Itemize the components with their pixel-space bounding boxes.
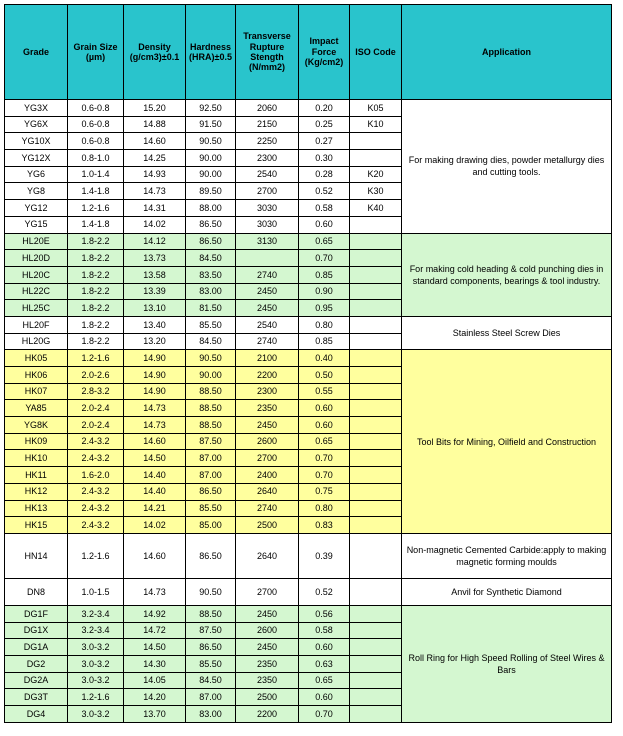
grade-cell: HK09	[5, 433, 68, 450]
density-cell: 14.31	[124, 200, 186, 217]
impact-force-cell: 0.58	[299, 622, 350, 639]
density-cell: 14.73	[124, 417, 186, 434]
trs-cell: 2450	[236, 639, 299, 656]
grade-cell: HL20G	[5, 333, 68, 350]
iso-code-cell	[350, 233, 402, 250]
iso-code-cell: K05	[350, 100, 402, 117]
trs-cell: 2450	[236, 283, 299, 300]
density-cell: 14.60	[124, 133, 186, 150]
density-cell: 14.02	[124, 216, 186, 233]
density-cell: 13.58	[124, 266, 186, 283]
trs-cell: 2450	[236, 300, 299, 317]
iso-code-cell	[350, 605, 402, 622]
grain-size-cell: 3.0-3.2	[68, 672, 124, 689]
trs-cell: 2640	[236, 533, 299, 578]
application-cell: For making drawing dies, powder metallurgy dies and cutting tools.	[402, 100, 612, 234]
iso-code-cell: K40	[350, 200, 402, 217]
iso-code-cell	[350, 383, 402, 400]
grade-cell: HK12	[5, 483, 68, 500]
carbide-grade-table	[4, 4, 612, 723]
grade-cell: HK10	[5, 450, 68, 467]
impact-force-cell: 0.65	[299, 672, 350, 689]
table-row	[5, 605, 612, 622]
density-cell: 14.25	[124, 150, 186, 167]
grain-size-cell: 2.0-2.4	[68, 400, 124, 417]
grade-cell: HL20F	[5, 316, 68, 333]
grade-cell: DG1X	[5, 622, 68, 639]
density-cell: 14.12	[124, 233, 186, 250]
trs-cell: 2740	[236, 333, 299, 350]
table-body	[5, 100, 612, 723]
header-density: Density (g/cm3)±0.1	[124, 5, 186, 100]
iso-code-cell	[350, 483, 402, 500]
table-row	[5, 533, 612, 578]
grade-cell: HK13	[5, 500, 68, 517]
impact-force-cell: 0.55	[299, 383, 350, 400]
grade-cell: HK07	[5, 383, 68, 400]
hardness-cell: 89.50	[186, 183, 236, 200]
trs-cell: 2100	[236, 350, 299, 367]
impact-force-cell: 0.52	[299, 578, 350, 605]
grade-cell: DG2A	[5, 672, 68, 689]
hardness-cell: 90.00	[186, 166, 236, 183]
impact-force-cell: 0.80	[299, 316, 350, 333]
grade-cell: YG6X	[5, 116, 68, 133]
grain-size-cell: 1.2-1.6	[68, 533, 124, 578]
carbide-grade-table-container	[4, 4, 612, 723]
header-grain-size: Grain Size (µm)	[68, 5, 124, 100]
grain-size-cell: 1.0-1.5	[68, 578, 124, 605]
impact-force-cell: 0.70	[299, 706, 350, 723]
impact-force-cell: 0.52	[299, 183, 350, 200]
header-hardness: Hardness (HRA)±0.5	[186, 5, 236, 100]
trs-cell: 2300	[236, 383, 299, 400]
grain-size-cell: 1.4-1.8	[68, 216, 124, 233]
grade-cell: DN8	[5, 578, 68, 605]
grade-cell: HN14	[5, 533, 68, 578]
iso-code-cell	[350, 689, 402, 706]
iso-code-cell	[350, 150, 402, 167]
header-impact-force: Impact Force (Kg/cm2)	[299, 5, 350, 100]
grain-size-cell: 0.8-1.0	[68, 150, 124, 167]
impact-force-cell: 0.85	[299, 266, 350, 283]
hardness-cell: 85.50	[186, 316, 236, 333]
hardness-cell: 90.50	[186, 350, 236, 367]
density-cell: 14.72	[124, 622, 186, 639]
hardness-cell: 90.00	[186, 150, 236, 167]
density-cell: 14.73	[124, 400, 186, 417]
grade-cell: YG12X	[5, 150, 68, 167]
header-row	[5, 5, 612, 100]
grain-size-cell: 1.8-2.2	[68, 300, 124, 317]
grade-cell: YG8	[5, 183, 68, 200]
grade-cell: HL20C	[5, 266, 68, 283]
density-cell: 14.50	[124, 639, 186, 656]
hardness-cell: 88.50	[186, 605, 236, 622]
grade-cell: YG15	[5, 216, 68, 233]
hardness-cell: 83.00	[186, 283, 236, 300]
grain-size-cell: 1.8-2.2	[68, 333, 124, 350]
hardness-cell: 84.50	[186, 333, 236, 350]
hardness-cell: 86.50	[186, 216, 236, 233]
table-row	[5, 578, 612, 605]
impact-force-cell: 0.65	[299, 233, 350, 250]
header-iso-code: ISO Code	[350, 5, 402, 100]
impact-force-cell: 0.56	[299, 605, 350, 622]
trs-cell: 3030	[236, 216, 299, 233]
application-cell: Stainless Steel Screw Dies	[402, 316, 612, 349]
grain-size-cell: 1.8-2.2	[68, 316, 124, 333]
grade-cell: HL20D	[5, 250, 68, 267]
iso-code-cell	[350, 517, 402, 534]
trs-cell: 2250	[236, 133, 299, 150]
density-cell: 14.30	[124, 655, 186, 672]
density-cell: 14.05	[124, 672, 186, 689]
header-application: Application	[402, 5, 612, 100]
grade-cell: HK06	[5, 367, 68, 384]
density-cell: 14.90	[124, 383, 186, 400]
trs-cell: 3030	[236, 200, 299, 217]
density-cell: 14.90	[124, 367, 186, 384]
hardness-cell: 87.50	[186, 433, 236, 450]
hardness-cell: 88.00	[186, 200, 236, 217]
impact-force-cell: 0.80	[299, 500, 350, 517]
iso-code-cell	[350, 300, 402, 317]
hardness-cell: 90.00	[186, 367, 236, 384]
application-cell: For making cold heading & cold punching dies in standard components, bearings & tool industry.	[402, 233, 612, 316]
iso-code-cell	[350, 333, 402, 350]
grade-cell: YG8K	[5, 417, 68, 434]
grade-cell: DG2	[5, 655, 68, 672]
hardness-cell: 85.50	[186, 655, 236, 672]
hardness-cell: 88.50	[186, 400, 236, 417]
iso-code-cell	[350, 350, 402, 367]
table-row	[5, 350, 612, 367]
density-cell: 14.20	[124, 689, 186, 706]
impact-force-cell: 0.58	[299, 200, 350, 217]
hardness-cell: 85.50	[186, 500, 236, 517]
iso-code-cell	[350, 417, 402, 434]
density-cell: 13.73	[124, 250, 186, 267]
density-cell: 14.02	[124, 517, 186, 534]
density-cell: 14.73	[124, 578, 186, 605]
impact-force-cell: 0.70	[299, 450, 350, 467]
trs-cell: 2600	[236, 622, 299, 639]
impact-force-cell: 0.60	[299, 216, 350, 233]
trs-cell: 2350	[236, 655, 299, 672]
impact-force-cell: 0.85	[299, 333, 350, 350]
application-cell: Tool Bits for Mining, Oilfield and Construction	[402, 350, 612, 534]
header-grade: Grade	[5, 5, 68, 100]
iso-code-cell	[350, 266, 402, 283]
density-cell: 13.40	[124, 316, 186, 333]
grade-cell: YG12	[5, 200, 68, 217]
grain-size-cell: 1.8-2.2	[68, 266, 124, 283]
hardness-cell: 92.50	[186, 100, 236, 117]
trs-cell: 2350	[236, 672, 299, 689]
impact-force-cell: 0.60	[299, 639, 350, 656]
trs-cell: 2500	[236, 517, 299, 534]
grain-size-cell: 1.8-2.2	[68, 250, 124, 267]
hardness-cell: 86.50	[186, 483, 236, 500]
grade-cell: HK15	[5, 517, 68, 534]
trs-cell: 2350	[236, 400, 299, 417]
impact-force-cell: 0.70	[299, 250, 350, 267]
grade-cell: DG1F	[5, 605, 68, 622]
header-transverse-rupture-strength: Transverse Rupture Stength (N/mm2)	[236, 5, 299, 100]
hardness-cell: 84.50	[186, 672, 236, 689]
hardness-cell: 86.50	[186, 233, 236, 250]
application-cell: Non-magnetic Cemented Carbide:apply to making magnetic forming moulds	[402, 533, 612, 578]
iso-code-cell	[350, 672, 402, 689]
trs-cell: 2060	[236, 100, 299, 117]
grain-size-cell: 1.0-1.4	[68, 166, 124, 183]
trs-cell: 2300	[236, 150, 299, 167]
density-cell: 14.60	[124, 533, 186, 578]
hardness-cell: 84.50	[186, 250, 236, 267]
hardness-cell: 87.00	[186, 689, 236, 706]
iso-code-cell	[350, 400, 402, 417]
impact-force-cell: 0.20	[299, 100, 350, 117]
density-cell: 14.93	[124, 166, 186, 183]
impact-force-cell: 0.60	[299, 417, 350, 434]
density-cell: 14.60	[124, 433, 186, 450]
impact-force-cell: 0.70	[299, 467, 350, 484]
trs-cell: 3130	[236, 233, 299, 250]
impact-force-cell: 0.50	[299, 367, 350, 384]
grain-size-cell: 3.0-3.2	[68, 655, 124, 672]
trs-cell: 2740	[236, 266, 299, 283]
hardness-cell: 90.50	[186, 133, 236, 150]
grain-size-cell: 2.4-3.2	[68, 450, 124, 467]
grade-cell: HK11	[5, 467, 68, 484]
impact-force-cell: 0.63	[299, 655, 350, 672]
impact-force-cell: 0.30	[299, 150, 350, 167]
iso-code-cell	[350, 216, 402, 233]
grain-size-cell: 1.6-2.0	[68, 467, 124, 484]
trs-cell: 2540	[236, 166, 299, 183]
impact-force-cell: 0.28	[299, 166, 350, 183]
application-cell: Anvil for Synthetic Diamond	[402, 578, 612, 605]
iso-code-cell: K20	[350, 166, 402, 183]
grade-cell: YA85	[5, 400, 68, 417]
hardness-cell: 87.00	[186, 467, 236, 484]
trs-cell: 2200	[236, 367, 299, 384]
grain-size-cell: 3.0-3.2	[68, 706, 124, 723]
grade-cell: YG6	[5, 166, 68, 183]
hardness-cell: 81.50	[186, 300, 236, 317]
trs-cell: 2600	[236, 433, 299, 450]
trs-cell: 2700	[236, 450, 299, 467]
grade-cell: YG10X	[5, 133, 68, 150]
grain-size-cell: 1.2-1.6	[68, 200, 124, 217]
iso-code-cell: K10	[350, 116, 402, 133]
grain-size-cell: 0.6-0.8	[68, 100, 124, 117]
trs-cell: 2500	[236, 689, 299, 706]
iso-code-cell	[350, 639, 402, 656]
trs-cell: 2540	[236, 316, 299, 333]
table-row	[5, 100, 612, 117]
grain-size-cell: 1.2-1.6	[68, 350, 124, 367]
trs-cell: 2700	[236, 578, 299, 605]
hardness-cell: 90.50	[186, 578, 236, 605]
impact-force-cell: 0.90	[299, 283, 350, 300]
hardness-cell: 86.50	[186, 639, 236, 656]
density-cell: 14.92	[124, 605, 186, 622]
density-cell: 13.20	[124, 333, 186, 350]
grain-size-cell: 1.8-2.2	[68, 283, 124, 300]
density-cell: 14.90	[124, 350, 186, 367]
trs-cell: 2400	[236, 467, 299, 484]
impact-force-cell: 0.27	[299, 133, 350, 150]
impact-force-cell: 0.39	[299, 533, 350, 578]
density-cell: 15.20	[124, 100, 186, 117]
density-cell: 14.21	[124, 500, 186, 517]
trs-cell: 2640	[236, 483, 299, 500]
iso-code-cell	[350, 706, 402, 723]
grain-size-cell: 2.4-3.2	[68, 500, 124, 517]
grade-cell: DG1A	[5, 639, 68, 656]
trs-cell: 2450	[236, 417, 299, 434]
iso-code-cell	[350, 367, 402, 384]
impact-force-cell: 0.60	[299, 400, 350, 417]
grain-size-cell: 3.2-3.4	[68, 622, 124, 639]
density-cell: 13.70	[124, 706, 186, 723]
grain-size-cell: 2.4-3.2	[68, 517, 124, 534]
density-cell: 13.39	[124, 283, 186, 300]
trs-cell: 2200	[236, 706, 299, 723]
trs-cell: 2450	[236, 605, 299, 622]
iso-code-cell	[350, 578, 402, 605]
hardness-cell: 83.50	[186, 266, 236, 283]
impact-force-cell: 0.95	[299, 300, 350, 317]
iso-code-cell	[350, 500, 402, 517]
hardness-cell: 88.50	[186, 383, 236, 400]
iso-code-cell	[350, 316, 402, 333]
iso-code-cell	[350, 133, 402, 150]
grain-size-cell: 2.4-3.2	[68, 483, 124, 500]
grain-size-cell: 3.2-3.4	[68, 605, 124, 622]
grain-size-cell: 1.8-2.2	[68, 233, 124, 250]
iso-code-cell	[350, 450, 402, 467]
grade-cell: DG4	[5, 706, 68, 723]
iso-code-cell	[350, 622, 402, 639]
iso-code-cell	[350, 283, 402, 300]
grain-size-cell: 0.6-0.8	[68, 116, 124, 133]
iso-code-cell	[350, 533, 402, 578]
grain-size-cell: 2.0-2.6	[68, 367, 124, 384]
hardness-cell: 88.50	[186, 417, 236, 434]
grain-size-cell: 2.8-3.2	[68, 383, 124, 400]
hardness-cell: 85.00	[186, 517, 236, 534]
table-row	[5, 233, 612, 250]
density-cell: 13.10	[124, 300, 186, 317]
hardness-cell: 91.50	[186, 116, 236, 133]
density-cell: 14.88	[124, 116, 186, 133]
impact-force-cell: 0.25	[299, 116, 350, 133]
grain-size-cell: 2.4-3.2	[68, 433, 124, 450]
impact-force-cell: 0.83	[299, 517, 350, 534]
iso-code-cell	[350, 433, 402, 450]
grain-size-cell: 2.0-2.4	[68, 417, 124, 434]
density-cell: 14.50	[124, 450, 186, 467]
density-cell: 14.40	[124, 467, 186, 484]
density-cell: 14.40	[124, 483, 186, 500]
iso-code-cell	[350, 467, 402, 484]
application-cell: Roll Ring for High Speed Rolling of Steel Wires & Bars	[402, 605, 612, 722]
density-cell: 14.73	[124, 183, 186, 200]
impact-force-cell: 0.75	[299, 483, 350, 500]
trs-cell: 2150	[236, 116, 299, 133]
grade-cell: DG3T	[5, 689, 68, 706]
hardness-cell: 87.50	[186, 622, 236, 639]
grain-size-cell: 0.6-0.8	[68, 133, 124, 150]
hardness-cell: 86.50	[186, 533, 236, 578]
grade-cell: YG3X	[5, 100, 68, 117]
grade-cell: HK05	[5, 350, 68, 367]
grain-size-cell: 3.0-3.2	[68, 639, 124, 656]
hardness-cell: 83.00	[186, 706, 236, 723]
iso-code-cell	[350, 655, 402, 672]
grade-cell: HL22C	[5, 283, 68, 300]
iso-code-cell	[350, 250, 402, 267]
trs-cell: 2740	[236, 500, 299, 517]
impact-force-cell: 0.65	[299, 433, 350, 450]
hardness-cell: 87.00	[186, 450, 236, 467]
trs-cell	[236, 250, 299, 267]
table-row	[5, 316, 612, 333]
grade-cell: HL20E	[5, 233, 68, 250]
impact-force-cell: 0.60	[299, 689, 350, 706]
grain-size-cell: 1.2-1.6	[68, 689, 124, 706]
grain-size-cell: 1.4-1.8	[68, 183, 124, 200]
grade-cell: HL25C	[5, 300, 68, 317]
impact-force-cell: 0.40	[299, 350, 350, 367]
trs-cell: 2700	[236, 183, 299, 200]
iso-code-cell: K30	[350, 183, 402, 200]
